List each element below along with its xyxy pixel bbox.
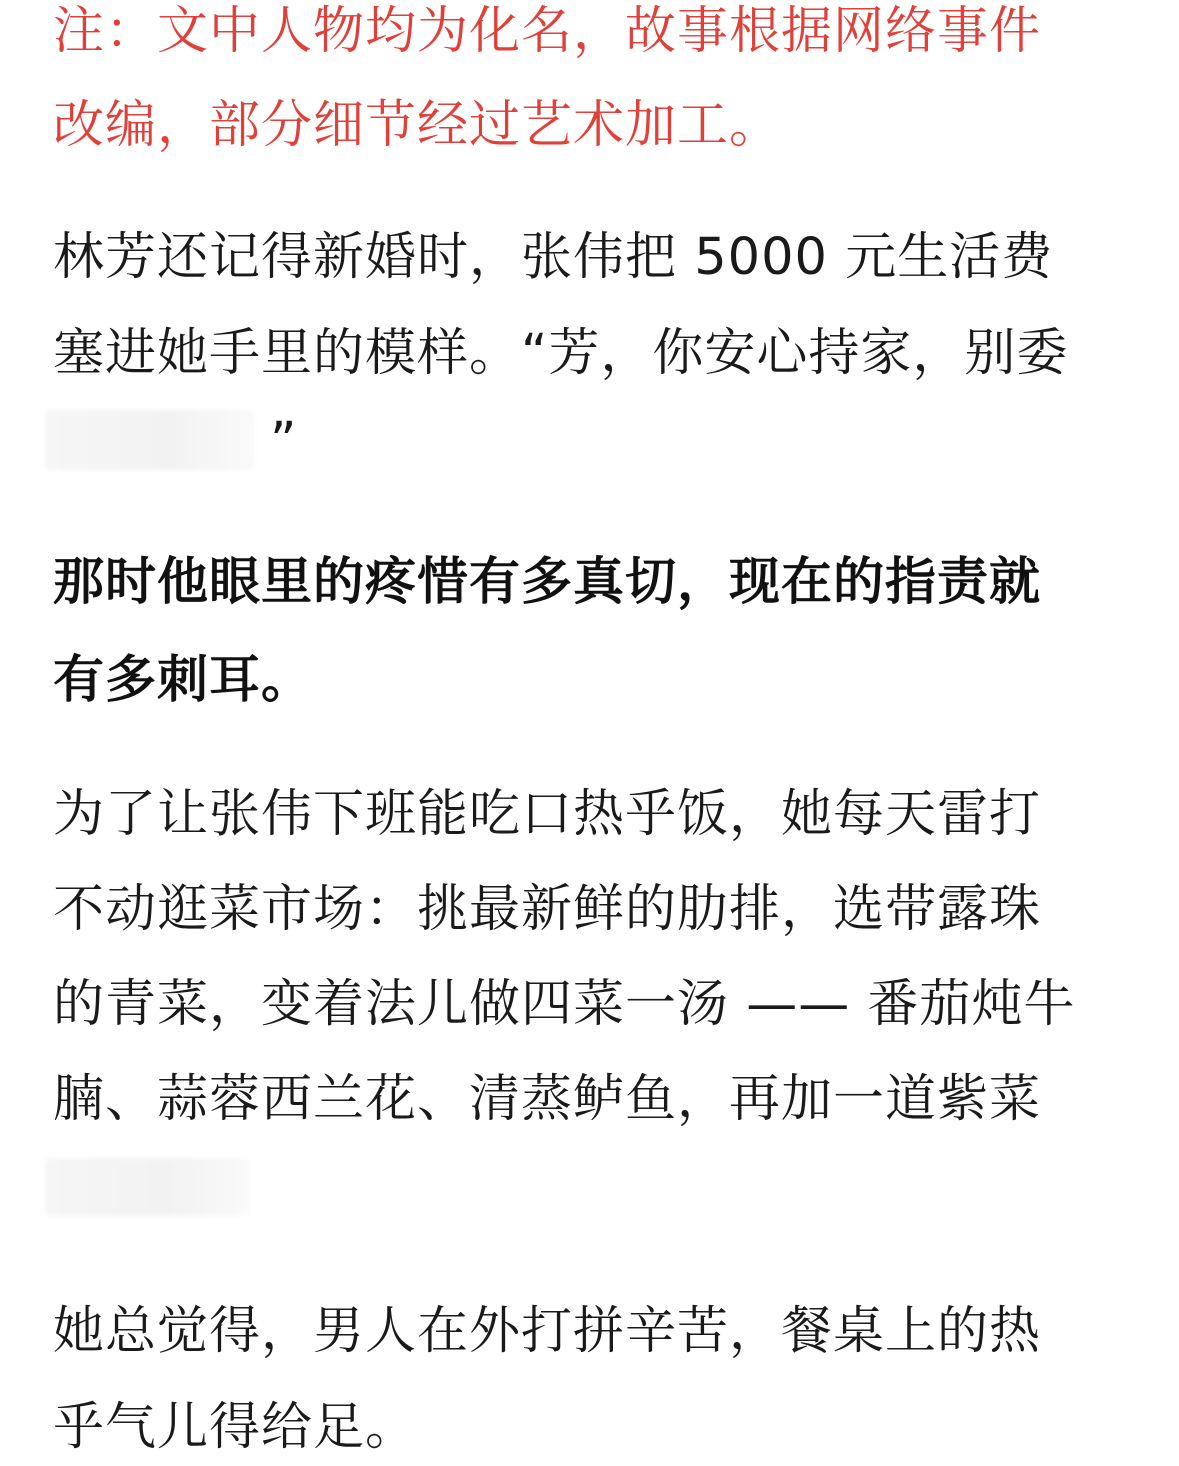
paragraph-3-line-3: 的青菜，变着法儿做四菜一汤 —— 番茄炖牛 xyxy=(53,975,1076,1034)
blurred-text-region xyxy=(45,410,255,470)
paragraph-3-line-1: 为了让张伟下班能吃口热乎饭，她每天雷打 xyxy=(53,785,1042,844)
paragraph-3-line-4: 腩、蒜蓉西兰花、清蒸鲈鱼，再加一道紫菜 xyxy=(53,1070,1042,1129)
paragraph-1-closing-quote: ” xyxy=(270,412,298,471)
paragraph-2-line-2: 有多刺耳。 xyxy=(53,651,314,710)
paragraph-3-line-2: 不动逛菜市场：挑最新鲜的肋排，选带露珠 xyxy=(53,880,1042,939)
paragraph-4-line-2: 乎气儿得给足。 xyxy=(53,1398,418,1457)
paragraph-4-line-1: 她总觉得，男人在外打拼辛苦，餐桌上的热 xyxy=(53,1302,1042,1361)
disclaimer-note-line-1: 注：文中人物均为化名，故事根据网络事件 xyxy=(53,2,1042,61)
paragraph-1-line-2: 塞进她手里的模样。“芳，你安心持家，别委 xyxy=(53,324,1069,383)
paragraph-1-line-1: 林芳还记得新婚时，张伟把 5000 元生活费 xyxy=(53,228,1054,287)
blurred-text-region-2 xyxy=(45,1158,250,1216)
disclaimer-note-line-2: 改编，部分细节经过艺术加工。 xyxy=(53,96,782,155)
paragraph-2-line-1: 那时他眼里的疼惜有多真切，现在的指责就 xyxy=(53,553,1042,612)
